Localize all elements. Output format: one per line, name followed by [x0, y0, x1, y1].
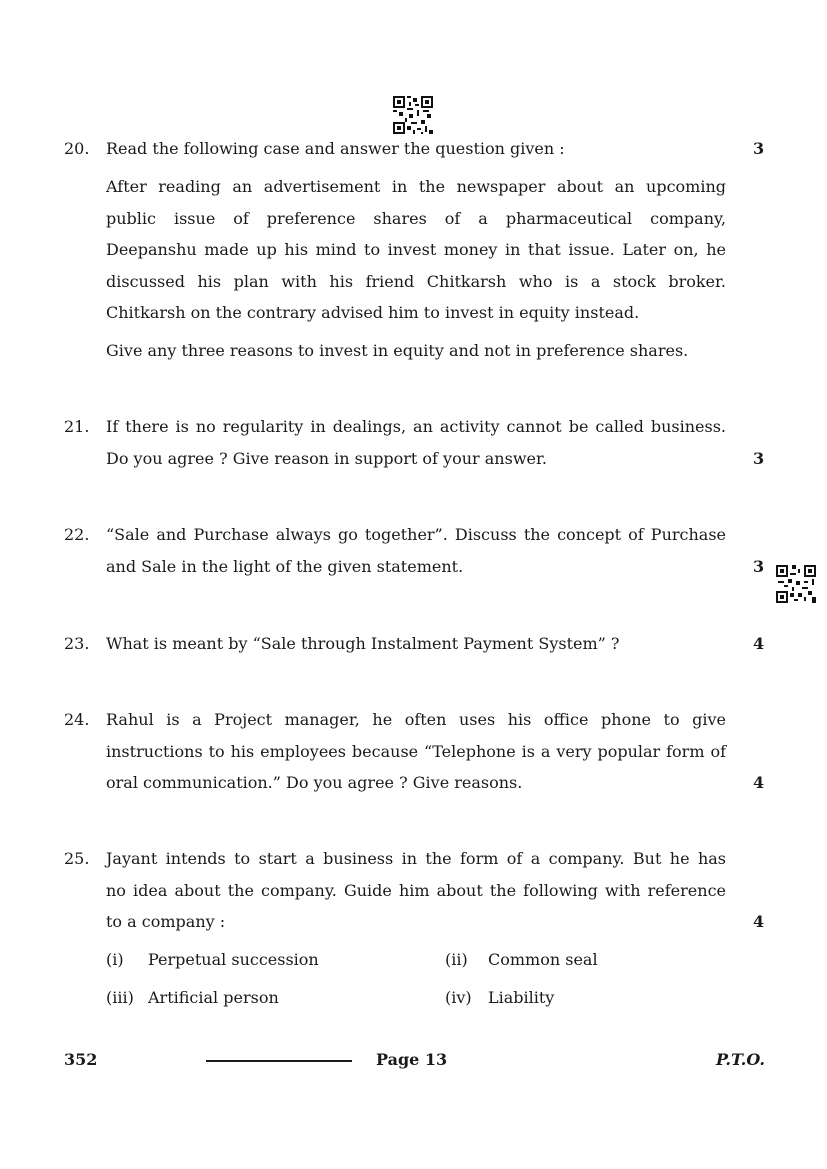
page-number: Page 13: [376, 1050, 448, 1069]
question-20-question-line: Give any three reasons to invest in equity and not in preference shares.: [106, 341, 689, 360]
question-line: no idea about the company. Guide him about the following with reference: [106, 880, 726, 900]
question-24-marks: 4: [753, 773, 765, 792]
option-i: [106, 950, 319, 969]
question-25-text: [106, 843, 726, 938]
option-iv: [445, 988, 554, 1007]
option-label: (ii): [445, 950, 468, 969]
question-23-text: [106, 628, 726, 660]
question-20-intro: [106, 133, 726, 165]
case-line: Chitkarsh on the contrary advised him to invest in equity instead.: [106, 303, 640, 322]
question-24-text: [106, 704, 726, 799]
option-label: (iv): [445, 988, 472, 1007]
question-21-number: 21.: [64, 417, 90, 436]
question-23-marks: 4: [753, 634, 765, 653]
option-text: Common seal: [488, 950, 598, 969]
case-line: After reading an advertisement in the newspaper about an upcoming: [106, 177, 726, 196]
question-21-text: [106, 411, 726, 474]
question-line: to a company :: [106, 912, 226, 931]
question-line: If there is no regularity in dealings, an activity cannot be called business.: [106, 417, 726, 436]
question-20-question: [106, 335, 726, 367]
footer-rule: [206, 1060, 352, 1062]
option-text: Artificial person: [148, 988, 279, 1007]
question-22-text: [106, 519, 726, 582]
question-line: and Sale in the light of the given statement.: [106, 556, 464, 576]
question-line: Rahul is a Project manager, he often uses his office phone to give: [106, 710, 726, 729]
question-20-marks: 3: [753, 139, 765, 158]
qr-code-top: [393, 96, 433, 134]
question-20-intro-line: Read the following case and answer the question given :: [106, 139, 565, 158]
paper-code: 352: [64, 1050, 98, 1069]
question-20-number: 20.: [64, 139, 90, 158]
question-line: What is meant by “Sale through Instalment Payment System” ?: [106, 634, 620, 653]
option-ii: [445, 950, 598, 969]
question-line: oral communication.” Do you agree ? Give reasons.: [106, 773, 523, 792]
option-label: (i): [106, 950, 124, 969]
option-iii: [106, 988, 279, 1007]
case-line: Deepanshu made up his mind to invest money in that issue. Later on, he: [106, 240, 726, 259]
question-line: “Sale and Purchase always go together”. Discuss the concept of Purchase: [106, 525, 726, 544]
pto-label: P.T.O.: [716, 1050, 765, 1069]
question-line: Jayant intends to start a business in the form of a company. But he has: [106, 849, 726, 868]
question-25-number: 25.: [64, 849, 90, 868]
question-line: Do you agree ? Give reason in support of your answer.: [106, 448, 547, 468]
question-22-marks: 3: [753, 557, 765, 576]
qr-code-side: [776, 565, 816, 603]
case-line: discussed his plan with his friend Chitkarsh who is a stock broker.: [106, 271, 726, 291]
question-line: instructions to his employees because “Telephone is a very popular form of: [106, 741, 726, 761]
question-22-number: 22.: [64, 525, 90, 544]
question-20-case: [106, 171, 726, 329]
option-label: (iii): [106, 988, 134, 1007]
question-24-number: 24.: [64, 710, 90, 729]
question-25-marks: 4: [753, 912, 765, 931]
question-21-marks: 3: [753, 449, 765, 468]
question-23-number: 23.: [64, 634, 90, 653]
option-text: Liability: [488, 988, 555, 1007]
option-text: Perpetual succession: [148, 950, 319, 969]
case-line: public issue of preference shares of a pharmaceutical company,: [106, 208, 726, 228]
